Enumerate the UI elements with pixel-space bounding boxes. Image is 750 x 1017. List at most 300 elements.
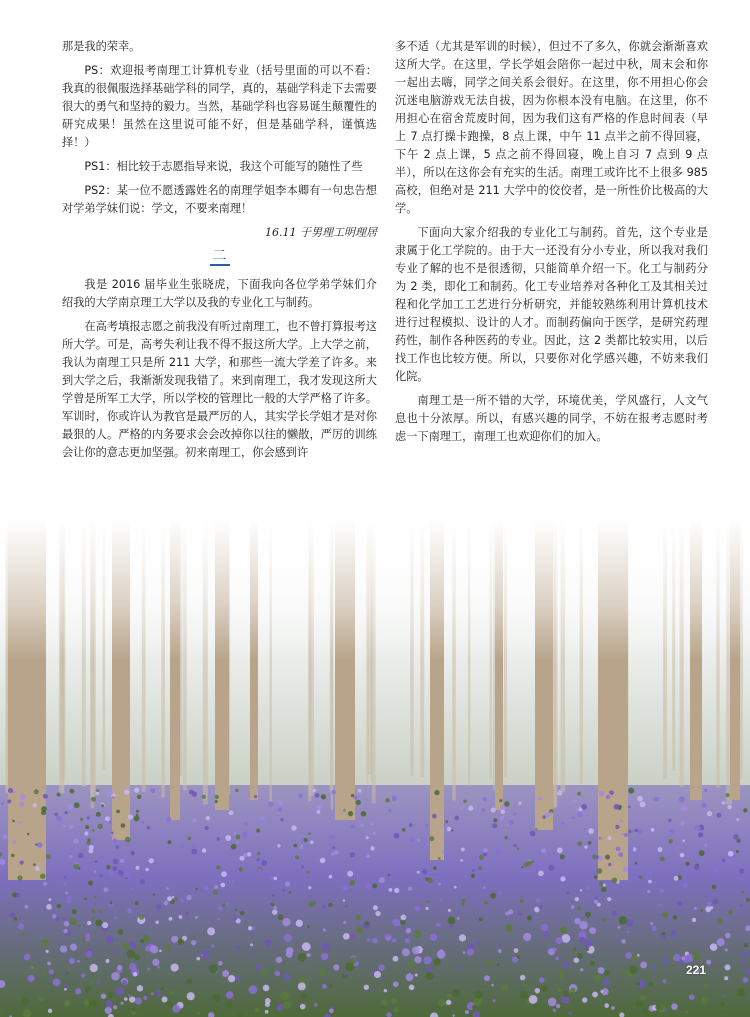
flower [113, 1005, 117, 1009]
flower [498, 949, 502, 953]
flower [252, 927, 255, 930]
flower [18, 923, 24, 929]
flower [622, 832, 625, 835]
flower [231, 844, 237, 850]
flower [399, 862, 402, 865]
flower [34, 789, 39, 794]
flower [96, 792, 100, 796]
flower [64, 929, 68, 933]
flower [43, 980, 45, 982]
flower [681, 956, 685, 960]
flower [500, 816, 505, 821]
flower [643, 1008, 647, 1012]
flower [650, 871, 653, 874]
flower [301, 866, 304, 869]
flower [85, 825, 89, 829]
flower [722, 801, 725, 804]
flower [627, 930, 630, 933]
flower [40, 873, 46, 879]
flower [425, 824, 428, 827]
flower [129, 959, 132, 962]
flower [694, 865, 699, 870]
flower [116, 987, 125, 996]
flower [558, 988, 562, 992]
flower [422, 869, 427, 874]
flower [603, 883, 606, 886]
flower [737, 839, 741, 843]
flower [137, 795, 141, 799]
flower [457, 917, 460, 920]
flower [157, 993, 161, 997]
flower [513, 844, 516, 847]
flower [191, 940, 196, 945]
flower [392, 938, 397, 943]
flower [236, 841, 238, 843]
flower [530, 831, 536, 837]
flower [375, 911, 380, 916]
flower [180, 899, 184, 903]
flower [57, 793, 61, 797]
flower [46, 950, 49, 953]
flower [658, 847, 663, 852]
flower [364, 849, 367, 852]
flower [381, 999, 387, 1005]
flower [733, 834, 738, 839]
flower [75, 988, 81, 994]
flower [348, 811, 353, 816]
flower [373, 905, 378, 910]
flower [457, 968, 460, 971]
flower [598, 967, 605, 974]
flower [454, 886, 457, 889]
flower [467, 949, 474, 956]
flower [640, 995, 645, 1000]
flower [384, 989, 388, 993]
flower [109, 901, 112, 904]
flower [121, 823, 126, 828]
flower [19, 802, 24, 807]
flower [561, 822, 564, 825]
flower [611, 898, 614, 901]
flower [192, 818, 196, 822]
flower [322, 905, 325, 908]
flower [132, 1008, 136, 1012]
flower [433, 959, 440, 966]
flower [648, 880, 652, 884]
flower [415, 906, 420, 911]
flower [122, 980, 127, 985]
flower [129, 996, 135, 1002]
flower [37, 842, 42, 847]
flower [725, 948, 728, 951]
flower [468, 943, 475, 950]
flower [24, 905, 28, 909]
flower [46, 854, 51, 859]
flower [233, 917, 236, 920]
flower [463, 951, 466, 954]
flower [471, 874, 475, 878]
flower [121, 1002, 124, 1005]
flower [459, 934, 466, 941]
flower [298, 982, 306, 990]
flower [540, 862, 545, 867]
flower [728, 910, 733, 915]
flower [147, 967, 150, 970]
flower [125, 837, 131, 843]
flower [538, 871, 544, 877]
flower [67, 899, 71, 903]
flower [151, 992, 154, 995]
flower [493, 999, 496, 1002]
flower [465, 1010, 469, 1014]
flower [597, 868, 603, 874]
flower [274, 906, 277, 909]
flower [484, 975, 490, 981]
flower [417, 871, 420, 874]
flower [614, 804, 620, 810]
flower [506, 823, 509, 826]
flower [345, 905, 348, 908]
flower [746, 898, 750, 902]
flower [432, 814, 437, 819]
flower [167, 1001, 173, 1007]
flower [277, 1004, 284, 1011]
flower [385, 934, 392, 941]
flower [43, 794, 48, 799]
flower [723, 994, 725, 996]
flower [389, 888, 393, 892]
flower [264, 939, 271, 946]
flower [717, 938, 725, 946]
flower [449, 924, 453, 928]
flower [10, 912, 15, 917]
flower [249, 985, 258, 994]
flower [268, 802, 273, 807]
flower [577, 812, 582, 817]
flower [414, 956, 421, 963]
flower [242, 832, 248, 838]
flower [461, 848, 465, 852]
flower [85, 949, 93, 957]
flower [331, 790, 335, 794]
flower [737, 988, 745, 996]
flower [674, 876, 679, 881]
flower [563, 961, 570, 968]
flower [67, 804, 73, 810]
page-number: 221 [685, 963, 706, 977]
flower [6, 1012, 9, 1015]
flower [174, 898, 177, 901]
flower [628, 846, 633, 851]
flower [600, 990, 603, 993]
flower [13, 917, 17, 921]
flower [90, 964, 98, 972]
flower [152, 959, 159, 966]
flower [239, 867, 243, 871]
flower [331, 852, 334, 855]
flower [278, 914, 284, 920]
flower [204, 886, 209, 891]
flower [258, 868, 263, 873]
flower [81, 973, 85, 977]
flower [659, 888, 664, 893]
author-signature: 16.11 于男理工明理居 [265, 226, 377, 239]
flower [84, 1000, 89, 1005]
flower [134, 788, 139, 793]
flower [47, 961, 51, 965]
flower [628, 830, 631, 833]
flower [150, 945, 158, 953]
flower [64, 988, 67, 991]
flower [712, 885, 716, 889]
flower [64, 921, 70, 927]
flower [97, 980, 101, 984]
flower [598, 856, 603, 861]
left-column [62, 38, 377, 468]
flower [622, 969, 626, 973]
flower [615, 825, 619, 829]
flower [356, 800, 361, 805]
flower [673, 954, 681, 962]
flower [557, 847, 563, 853]
flower [261, 969, 267, 975]
flower [452, 989, 460, 997]
flower [350, 824, 355, 829]
flower [32, 803, 36, 807]
flower [593, 974, 600, 981]
flower [344, 972, 347, 975]
flower [69, 824, 74, 829]
flower [408, 887, 412, 891]
flower [541, 848, 546, 853]
flower [234, 832, 237, 835]
flower [240, 911, 245, 916]
flower [116, 845, 119, 848]
flower [585, 912, 591, 918]
flower [710, 943, 718, 951]
flower [69, 958, 75, 964]
flower [654, 797, 659, 802]
flower [392, 795, 397, 800]
flower [355, 915, 361, 921]
flower [131, 851, 135, 855]
flower [581, 804, 587, 810]
flower [349, 880, 355, 886]
flower [84, 831, 88, 835]
flower [594, 900, 598, 904]
flower [222, 903, 225, 906]
flower [628, 806, 631, 809]
flower [505, 924, 513, 932]
flower [572, 900, 574, 902]
flower [112, 866, 117, 871]
flower [679, 797, 685, 803]
flower [295, 861, 298, 864]
flower [548, 998, 557, 1007]
flower [689, 994, 695, 1000]
flower [161, 987, 164, 990]
flower [105, 1007, 112, 1014]
flower [560, 854, 565, 859]
flower [682, 883, 688, 889]
flower [128, 941, 135, 948]
flower [106, 959, 110, 963]
flower [495, 850, 501, 856]
flower [726, 793, 730, 797]
flower [17, 875, 22, 880]
flower [91, 917, 95, 921]
flower [694, 907, 697, 910]
flower [629, 879, 632, 882]
flower [586, 887, 589, 890]
flower [560, 926, 567, 933]
flower [504, 801, 509, 806]
flower [231, 880, 234, 883]
flower [207, 927, 215, 935]
flower [463, 800, 466, 803]
flower [529, 995, 538, 1004]
flower [235, 976, 240, 981]
flower [604, 1003, 609, 1008]
flower [741, 891, 744, 894]
flower [221, 871, 227, 877]
flower [1, 802, 4, 805]
flower [601, 887, 606, 892]
flower [186, 912, 189, 915]
flower [736, 850, 739, 853]
flower [225, 835, 231, 841]
flower [541, 924, 548, 931]
flower [356, 927, 363, 934]
flower [80, 818, 83, 821]
flower [35, 866, 40, 871]
flower [651, 965, 655, 969]
flower [283, 973, 290, 980]
flower [669, 829, 674, 834]
flower [189, 790, 194, 795]
flower [186, 978, 192, 984]
flower [205, 826, 209, 830]
flower [172, 1005, 180, 1013]
flower [228, 975, 235, 982]
flower [343, 899, 345, 901]
flower [113, 952, 116, 955]
flower [535, 988, 540, 993]
flower [235, 909, 237, 911]
flower [111, 832, 113, 834]
flower [685, 1011, 688, 1014]
flower [78, 853, 84, 859]
flower [518, 802, 521, 805]
flower [214, 885, 218, 889]
flower [577, 953, 583, 959]
flower [334, 850, 338, 854]
flower [670, 931, 676, 937]
flower [256, 829, 260, 833]
flower [43, 882, 47, 886]
flower [393, 981, 399, 987]
flower [635, 1000, 643, 1008]
flower [736, 818, 739, 821]
flower [118, 929, 123, 934]
flower [520, 975, 526, 981]
flower [153, 893, 155, 895]
flower [90, 981, 94, 985]
flower [179, 915, 183, 919]
flower [343, 921, 346, 924]
flower [608, 863, 611, 866]
flower [124, 872, 129, 877]
flower [280, 992, 289, 1001]
flower [592, 992, 598, 998]
flower [415, 974, 418, 977]
flower [105, 816, 110, 821]
flower [462, 899, 466, 903]
flower [394, 833, 400, 839]
flower [133, 972, 138, 977]
flower [557, 790, 563, 796]
flower [402, 948, 410, 956]
flower [623, 867, 628, 872]
flower [611, 911, 616, 916]
flower [671, 1003, 678, 1010]
flower [433, 866, 437, 870]
flower [95, 860, 98, 863]
flower [707, 811, 712, 816]
flower [186, 895, 191, 900]
section-divider [62, 248, 377, 266]
flower [98, 824, 103, 829]
flower [589, 927, 596, 934]
flower [329, 875, 333, 879]
flower [502, 984, 508, 990]
flower [18, 821, 21, 824]
flower [196, 957, 200, 961]
flower [347, 871, 353, 877]
flower [296, 920, 303, 927]
flower [28, 975, 35, 982]
flower [588, 828, 594, 834]
flower [134, 816, 140, 822]
flower [64, 876, 67, 879]
flower [12, 840, 16, 844]
paragraph-university-cont: 多不适（尤其是军训的时候），但过不了多久，你就会渐渐喜欢这所大学。在这里，学长学姐会陪你一起过中秋，周末会和你一起出去嗨，同学之间关系会很好。在这里，你不用担心你会沉迷电脑游戏无法自拔，因为你根本没有电脑。在这里，你不用担心在宿舍荒废时间，因为我们这有严格的作息时间表（早上 7 点打操卡跑操，8 点上课，中午 11 点半之前不得回寝，下午 2 点上课，5 点之前不得回寝，晚上自习 7 点到 9 点半），所以在这你会有充实的生活。南理工或许比不上很多 985 高校，但绝对是 211 大学中的佼佼者，是一所性价比极高的大学。 [395, 40, 708, 215]
flower [479, 917, 483, 921]
flower [284, 934, 292, 942]
flower [299, 794, 303, 798]
flower [73, 838, 79, 844]
flower [275, 971, 280, 976]
flower [660, 857, 665, 862]
flower [206, 816, 210, 820]
flower [448, 917, 456, 925]
flower [445, 820, 448, 823]
flower [744, 943, 748, 947]
flower [127, 909, 131, 913]
flower [388, 809, 391, 812]
flower [218, 906, 222, 910]
flower [372, 938, 378, 944]
flower [291, 839, 294, 842]
flower [374, 971, 381, 978]
flower [701, 802, 707, 808]
flower [391, 998, 397, 1004]
flower [62, 918, 65, 921]
flower [109, 821, 113, 825]
flower [417, 839, 420, 842]
flower [74, 802, 80, 808]
flower [539, 977, 544, 982]
